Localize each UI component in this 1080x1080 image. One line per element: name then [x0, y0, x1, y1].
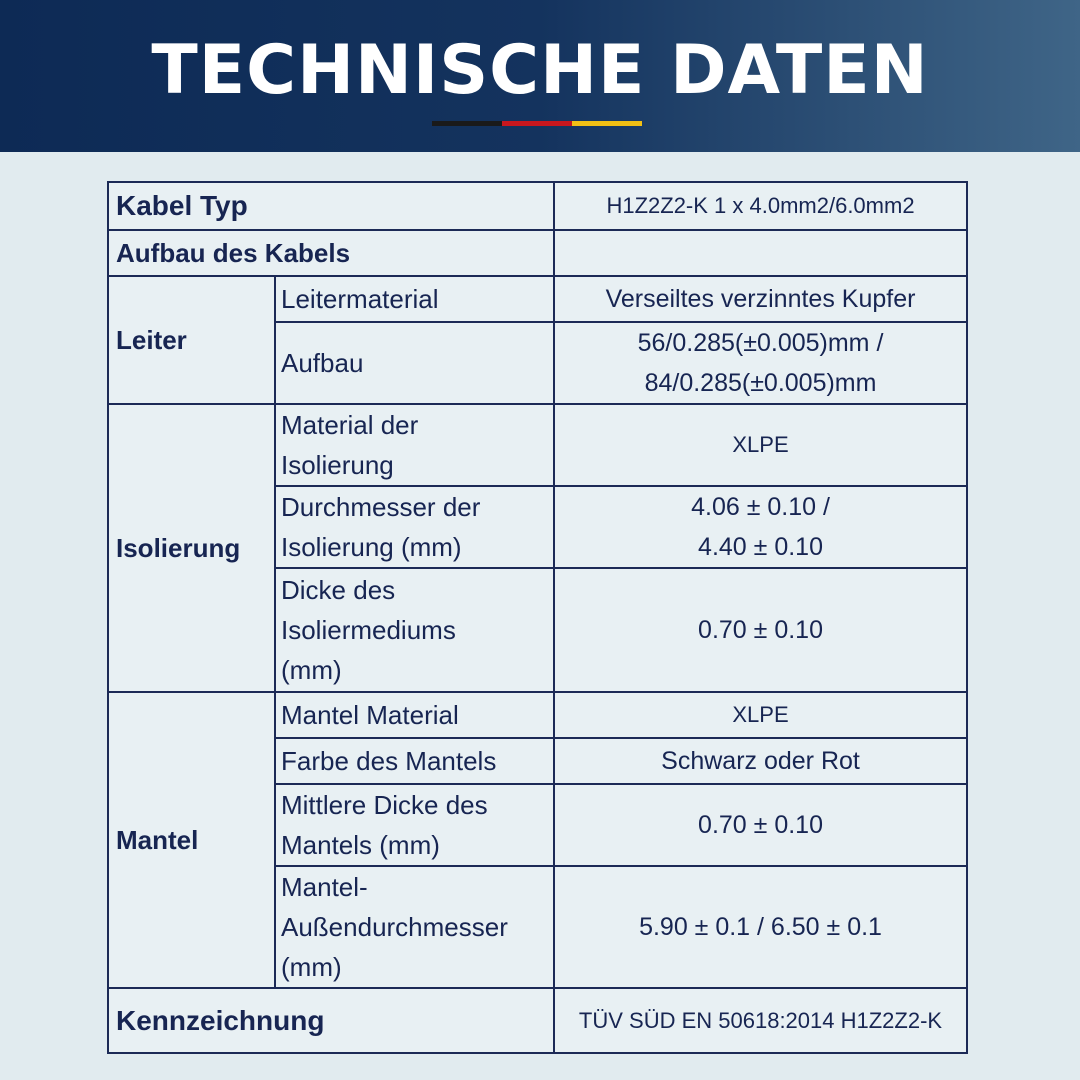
insulation-diameter-value — [554, 486, 967, 568]
insulation-diameter-label-line2: Isolierung (mm) — [281, 532, 462, 562]
jacket-outer-diameter-label-line1: Mantel- — [281, 872, 368, 902]
insulation-thickness-label-line1: Dicke des — [281, 575, 396, 605]
insulation-diameter-label-line1: Durchmesser der — [281, 492, 481, 522]
jacket-color-value: Schwarz oder Rot — [554, 738, 967, 784]
construction-label: Aufbau des Kabels — [108, 230, 554, 276]
german-flag-bar — [432, 121, 642, 126]
cable-type-value: H1Z2Z2-K 1 x 4.0mm2/6.0mm2 — [554, 182, 967, 230]
conductor-structure-value — [554, 322, 967, 404]
insulation-diameter-label — [275, 486, 554, 568]
conductor-structure-label: Aufbau — [275, 322, 554, 404]
spec-table — [107, 181, 968, 1054]
insulation-diameter-value-line1: 4.06 ± 0.10 / — [691, 493, 830, 521]
marking-value: TÜV SÜD EN 50618:2014 H1Z2Z2-K — [554, 988, 967, 1053]
jacket-thickness-label — [275, 784, 554, 866]
flag-stripe-black — [432, 121, 502, 126]
jacket-outer-diameter-label-line2: Außendurchmesser — [281, 912, 508, 942]
jacket-material-value: XLPE — [554, 692, 967, 738]
conductor-structure-value-line2: 84/0.285(±0.005)mm — [644, 369, 877, 397]
conductor-structure-value-line1: 56/0.285(±0.005)mm / — [637, 329, 884, 357]
conductor-material-label: Leitermaterial — [275, 276, 554, 322]
insulation-material-label — [275, 404, 554, 486]
insulation-thickness-label — [275, 568, 554, 692]
jacket-outer-diameter-value: 5.90 ± 0.1 / 6.50 ± 0.1 — [554, 866, 967, 988]
flag-stripe-red — [502, 121, 572, 126]
insulation-diameter-value-line2: 4.40 ± 0.10 — [698, 533, 823, 561]
table-row-conductor-material — [108, 276, 967, 322]
conductor-group-label: Leiter — [108, 276, 275, 404]
jacket-thickness-label-line2: Mantels (mm) — [281, 830, 440, 860]
conductor-material-value: Verseiltes verzinntes Kupfer — [554, 276, 967, 322]
jacket-group-label: Mantel — [108, 692, 275, 988]
page-title: TECHNISCHE DATEN — [151, 31, 929, 110]
insulation-thickness-label-line3: (mm) — [281, 655, 342, 685]
table-row-jacket-material — [108, 692, 967, 738]
insulation-material-value: XLPE — [554, 404, 967, 486]
insulation-material-label-line2: Isolierung — [281, 450, 394, 480]
table-row-cable-type — [108, 182, 967, 230]
jacket-outer-diameter-label-line3: (mm) — [281, 952, 342, 982]
marking-label: Kennzeichnung — [108, 988, 554, 1053]
table-row-construction — [108, 230, 967, 276]
jacket-thickness-value: 0.70 ± 0.10 — [554, 784, 967, 866]
spec-table-container — [107, 181, 966, 1054]
insulation-group-label: Isolierung — [108, 404, 275, 692]
table-row-insulation-material — [108, 404, 967, 486]
insulation-thickness-value: 0.70 ± 0.10 — [554, 568, 967, 692]
jacket-outer-diameter-label — [275, 866, 554, 988]
header-banner — [0, 0, 1080, 152]
construction-value — [554, 230, 967, 276]
insulation-thickness-label-line2: Isoliermediums — [281, 615, 456, 645]
table-row-marking — [108, 988, 967, 1053]
insulation-material-label-line1: Material der — [281, 410, 419, 440]
jacket-color-label: Farbe des Mantels — [275, 738, 554, 784]
jacket-material-label: Mantel Material — [275, 692, 554, 738]
cable-type-label: Kabel Typ — [108, 182, 554, 230]
flag-stripe-gold — [572, 121, 642, 126]
jacket-thickness-label-line1: Mittlere Dicke des — [281, 790, 488, 820]
